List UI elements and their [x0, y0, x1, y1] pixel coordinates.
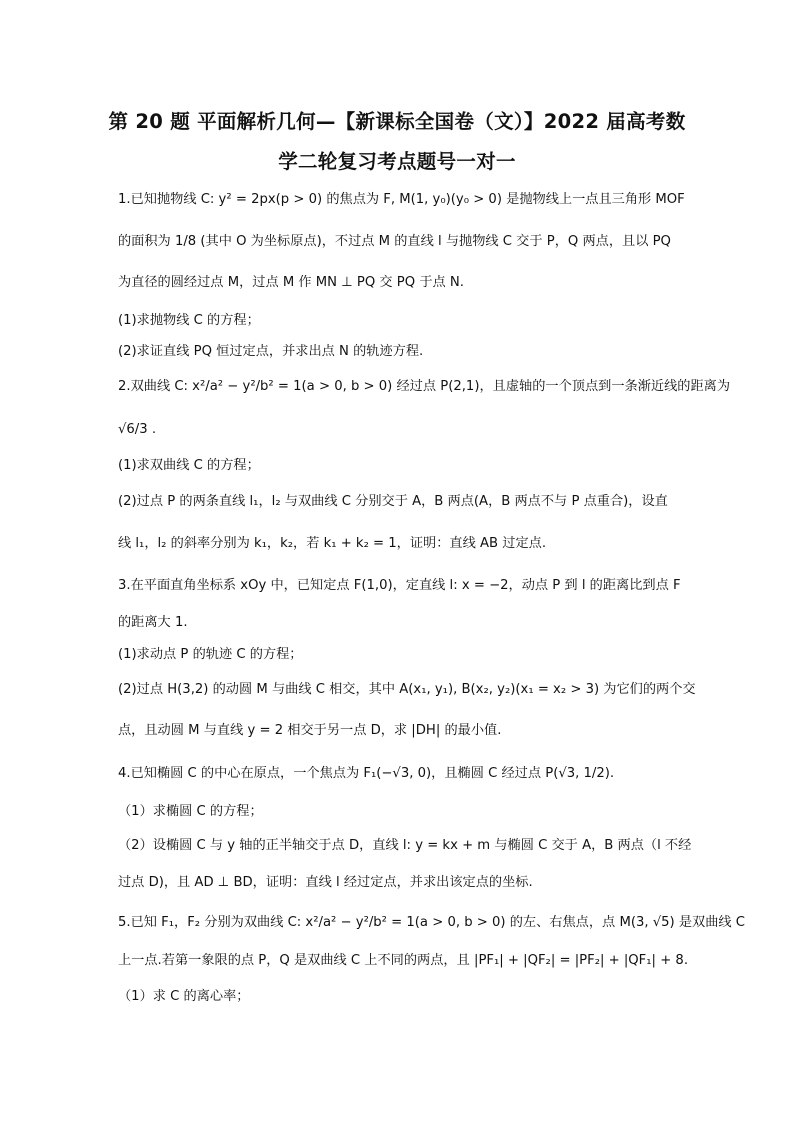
- problem-1-part-1: (1)求抛物线 C 的方程；: [118, 313, 260, 328]
- problem-2-line-1: 2.双曲线 C: x²/a² − y²/b² = 1(a > 0, b > 0) 经过点 P(2,1)，且虚轴的一个顶点到一条渐近线的距离为: [118, 379, 731, 394]
- problem-1-line-1: 1.已知抛物线 C: y² = 2px(p > 0) 的焦点为 F, M(1, y₀)(y₀ > 0) 是抛物线上一点且三角形 MOF: [118, 192, 685, 207]
- problem-5-line-2: 上一点.若第一象限的点 P，Q 是双曲线 C 上不同的两点，且 |PF₁| + |QF₂| = |PF₂| + |QF₁| + 8.: [118, 953, 689, 968]
- problem-4-part-1: （1）求椭圆 C 的方程；: [118, 804, 263, 819]
- problem-3-line-1: 3.在平面直角坐标系 xOy 中，已知定点 F(1,0)，定直线 l: x = −2，动点 P 到 l 的距离比到点 F: [118, 578, 681, 593]
- problem-2-line-5: 线 l₁，l₂ 的斜率分别为 k₁，k₂，若 k₁ + k₂ = 1，证明：直线 AB 过定点.: [118, 536, 547, 551]
- problem-3-line-2: 的距离大 1.: [118, 615, 188, 630]
- problem-3-part-1: (1)求动点 P 的轨迹 C 的方程；: [118, 647, 303, 662]
- problem-4-line-4: 过点 D)，且 AD ⊥ BD，证明：直线 l 经过定点，并求出该定点的坐标.: [118, 875, 533, 890]
- problem-5-line-1: 5.已知 F₁，F₂ 分别为双曲线 C: x²/a² − y²/b² = 1(a > 0, b > 0) 的左、右焦点，点 M(3, √5) 是双曲线 C: [118, 915, 746, 930]
- problem-4-line-1: 4.已知椭圆 C 的中心在原点，一个焦点为 F₁(−√3, 0)，且椭圆 C 经过点 P(√3, 1/2).: [118, 766, 615, 781]
- problem-1-part-2: (2)求证直线 PQ 恒过定点，并求出点 N 的轨迹方程.: [118, 344, 424, 359]
- problem-2-line-2: √6/3 .: [118, 422, 157, 437]
- title-line-1: 第 20 题 平面解析几何—【新课标全国卷（文）】2022 届高考数: [108, 110, 686, 133]
- problem-2-part-2: (2)过点 P 的两条直线 l₁，l₂ 与双曲线 C 分别交于 A，B 两点(A，B 两点不与 P 点重合)，设直: [118, 494, 668, 509]
- problem-4-part-2: （2）设椭圆 C 与 y 轴的正半轴交于点 D，直线 l: y = kx + m 与椭圆 C 交于 A，B 两点（l 不经: [118, 838, 692, 853]
- problem-1-line-3: 为直径的圆经过点 M，过点 M 作 MN ⊥ PQ 交 PQ 于点 N.: [118, 275, 464, 290]
- problem-3-part-2: (2)过点 H(3,2) 的动圆 M 与曲线 C 相交，其中 A(x₁, y₁), B(x₂, y₂)(x₁ = x₂ > 3) 为它们的两个交: [118, 682, 696, 697]
- problem-3-line-5: 点，且动圆 M 与直线 y = 2 相交于另一点 D，求 |DH| 的最小值.: [118, 723, 502, 738]
- problem-2-part-1: (1)求双曲线 C 的方程；: [118, 458, 260, 473]
- problem-1-line-2: 的面积为 1/8 (其中 O 为坐标原点)，不过点 M 的直线 l 与抛物线 C 交于 P，Q 两点，且以 PQ: [118, 234, 671, 249]
- title-line-2: 学二轮复习考点题号一对一: [278, 150, 516, 173]
- problem-5-part-1: （1）求 C 的离心率；: [118, 989, 250, 1004]
